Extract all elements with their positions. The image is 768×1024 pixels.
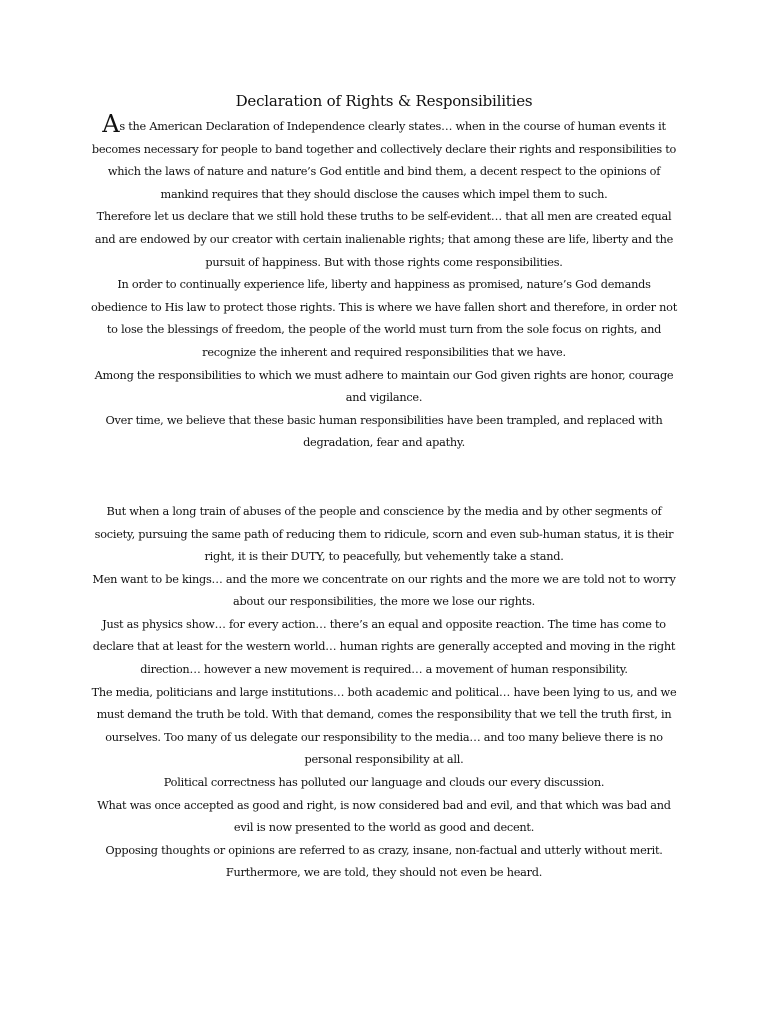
paragraph: Political correctness has polluted our language and clouds our every discussion. (163, 776, 605, 790)
paragraph: The media, politicians and large institutions… both academic and political… have been lying to us, and we must demand the truth be told. With that demand, comes the responsibility that we tell the truth first, in ourselves. Too many of us delegate our responsibility to the media… and too many believe there is no personal responsibility at all. (91, 685, 677, 767)
paragraph: Furthermore, we are told, they should not even be heard. (225, 866, 543, 880)
paragraph-intro-text: s the American Declaration of Independence clearly states… when in the course of human events it becomes necessary for people to band together and collectively declare their rights and responsibilities to which the laws of nature and nature’s God entitle and bind them, a decent respect to the opinions of mankind requires that they should disclose the causes which impel them to such. (91, 120, 677, 201)
paragraph: In order to continually experience life, liberty and happiness as promised, nature’s God demands obedience to His law to protect those rights. This is where we have fallen short and therefore, in order not to lose the blessings of freedom, the people of the world must turn from the sole focus on rights, and recognize the inherent and required responsibilities that we have. (90, 278, 677, 359)
paragraph: Just as physics show… for every action… there’s an equal and opposite reaction. The time has come to declare that at least for the western world… human rights are generally accepted and moving in the right direction… however a new movement is required… a movement of human responsibility. (92, 617, 676, 677)
paragraph: Over time, we believe that these basic human responsibilities have been trampled, and replaced with degradation, fear and apathy. (105, 413, 663, 450)
paragraph: Opposing thoughts or opinions are referred to as crazy, insane, non-factual and utterly without merit. (105, 843, 663, 857)
drop-cap: A (102, 110, 120, 138)
paragraph-intro (88, 110, 680, 206)
paragraph: But when a long train of abuses of the people and conscience by the media and by other segments of society, pursuing the same path of reducing them to ridicule, scorn and even sub-human status, it is their right, it is their DUTY, to peacefully, but vehemently take a stand. (94, 504, 674, 564)
paragraph: Among the responsibilities to which we must adhere to maintain our God given rights are honor, courage and vigilance. (94, 368, 674, 405)
section-gap (88, 455, 680, 501)
paragraph: What was once accepted as good and right, is now considered bad and evil, and that which was bad and evil is now presented to the world as good and decent. (97, 798, 671, 835)
paragraph: Men want to be kings… and the more we concentrate on our rights and the more we are told not to worry about our responsibilities, the more we lose our rights. (92, 572, 676, 609)
page-title: Declaration of Rights & Responsibilities (235, 92, 533, 110)
document-page (88, 92, 680, 885)
paragraph: Therefore let us declare that we still hold these truths to be self-evident… that all men are created equal and are endowed by our creator with certain inalienable rights; that among these are life, liberty and the pursuit of happiness. But with those rights come responsibilities. (94, 210, 674, 269)
